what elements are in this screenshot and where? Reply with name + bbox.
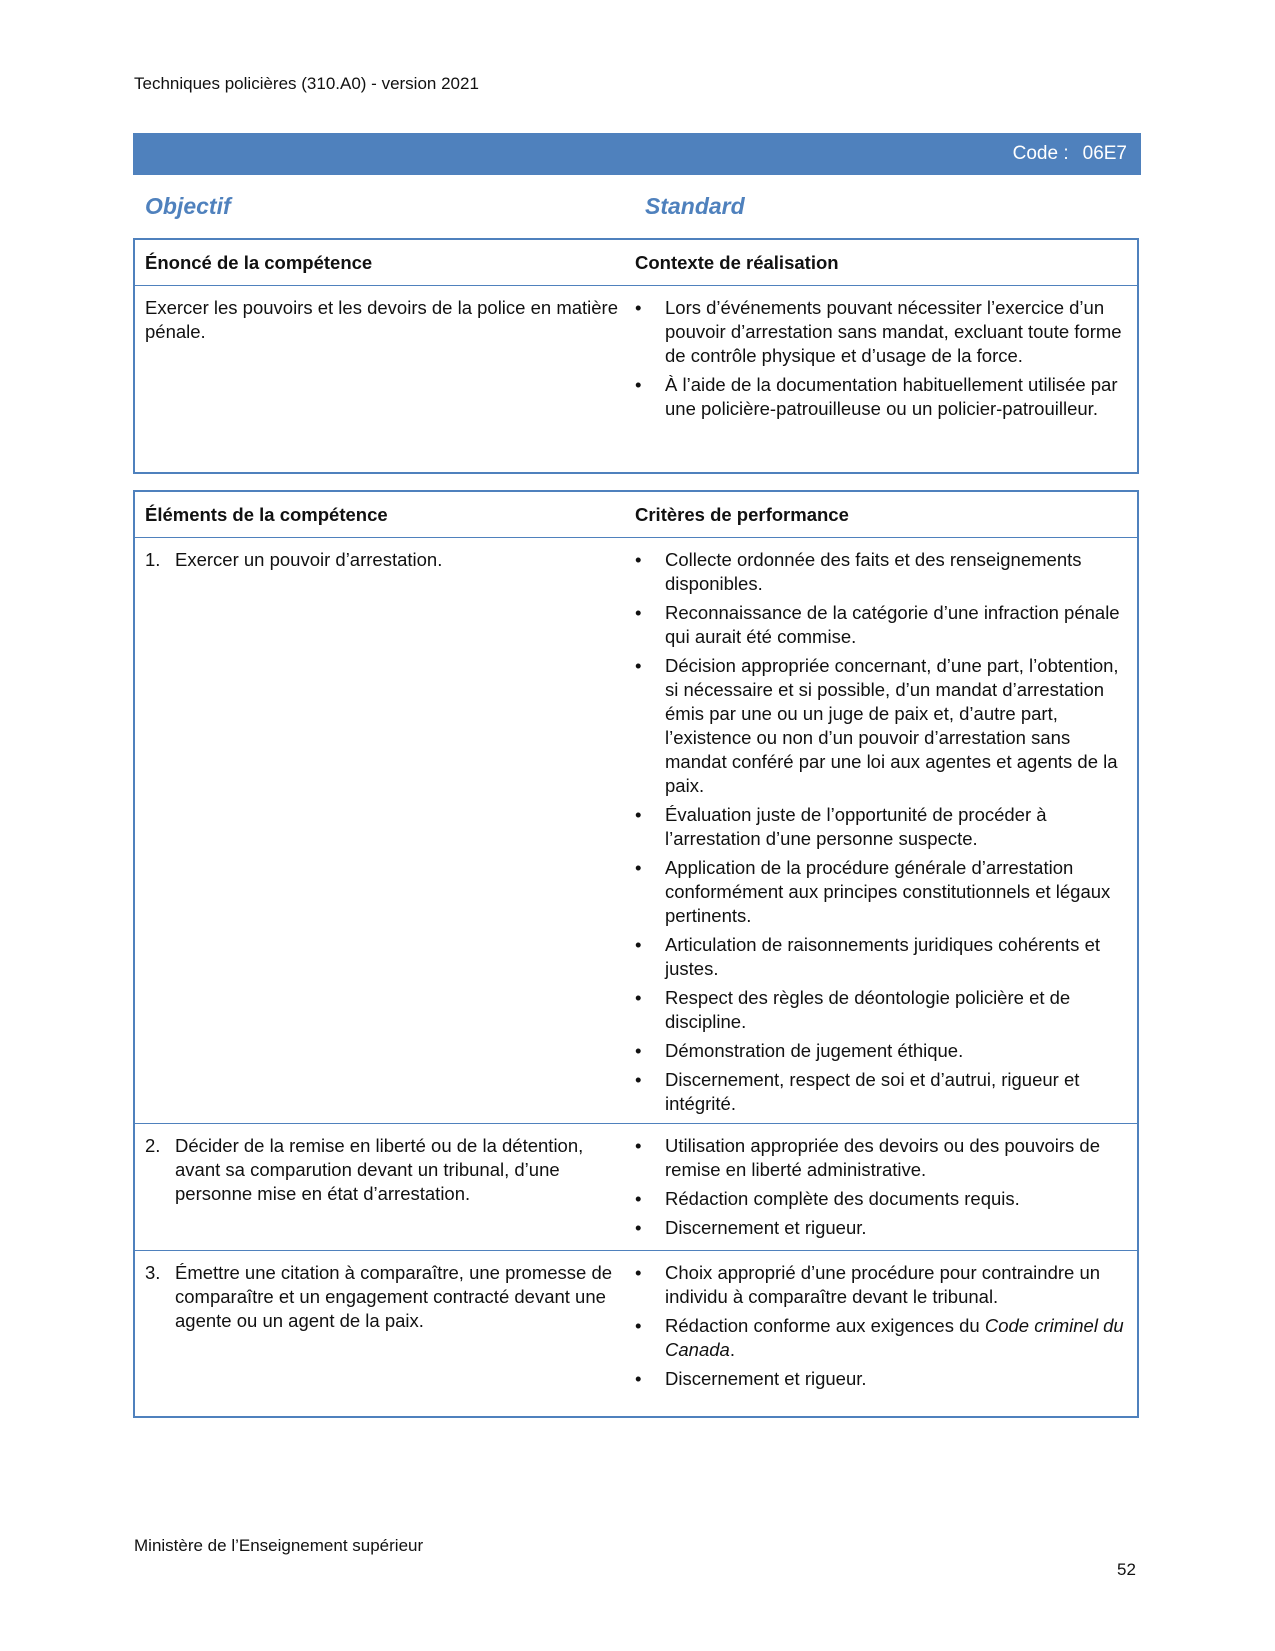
context-item: • Lors d’événements pouvant nécessiter l’exercice d’un pouvoir d’arrestation sans mandat, excluant toute forme de contrôle physique et d’usage de la force. (635, 296, 1127, 368)
page-number: 52 (1117, 1560, 1136, 1579)
criterion-item: • Application de la procédure générale d’arrestation conformément aux principes constitutionnels et légaux pertinents. (635, 856, 1127, 928)
element-number: 3. (145, 1262, 161, 1283)
objectif-heading: Objectif (145, 193, 231, 219)
criteria-list (635, 1261, 1127, 1391)
section1-header-row (135, 240, 1137, 285)
footer-ministry: Ministère de l’Enseignement supérieur (134, 1536, 424, 1555)
criterion-item: • Discernement et rigueur. (635, 1216, 1127, 1240)
element-row-2 (135, 1123, 1137, 1250)
criterion-item: • Démonstration de jugement éthique. (635, 1039, 1127, 1063)
element-number: 1. (145, 549, 161, 570)
statement-heading: Énoncé de la compétence (145, 251, 373, 273)
competence-elements-box (133, 490, 1139, 1418)
element-item (145, 1134, 625, 1206)
criterion-item: • Évaluation juste de l’opportunité de procéder à l’arrestation d’une personne suspecte. (635, 803, 1127, 851)
elements-heading: Éléments de la compétence (145, 503, 388, 525)
element-number: 2. (145, 1135, 161, 1156)
criterion-text-after: . (729, 1339, 735, 1360)
element-text: Émettre une citation à comparaître, une promesse de comparaître et un engagement contracté devant une agente ou un agent de la paix. (175, 1262, 613, 1331)
criterion-item: • Reconnaissance de la catégorie d’une infraction pénale qui aurait été commise. (635, 601, 1127, 649)
criterion-item: • Rédaction complète des documents requis. (635, 1187, 1127, 1211)
criterion-text-before: Rédaction conforme aux exigences du (665, 1315, 985, 1336)
criterion-item: • Choix approprié d’une procédure pour contraindre un individu à comparaître devant le tribunal. (635, 1261, 1127, 1309)
column-headings (145, 193, 1145, 223)
criterion-item: • Décision appropriée concernant, d’une part, l’obtention, si nécessaire et si possible, d’un mandat d’arrestation émis par une ou un juge de paix et, d’autre part, l’existence ou non d’un pouvoir d’arrestation sans mandat conféré par une loi aux agentes et agents de la paix. (635, 654, 1127, 798)
context-list (635, 296, 1127, 421)
criterion-item: • Collecte ordonnée des faits et des renseignements disponibles. (635, 548, 1127, 596)
criteria-heading: Critères de performance (635, 503, 849, 525)
element-row-1 (135, 537, 1137, 1123)
competence-statement-box (133, 238, 1139, 474)
section2-header-row (135, 492, 1137, 537)
section1-body-row (135, 285, 1137, 426)
element-text: Exercer un pouvoir d’arrestation. (175, 549, 443, 570)
code-bar (133, 133, 1141, 175)
criteria-list (635, 1134, 1127, 1240)
element-item (145, 1261, 625, 1333)
context-heading: Contexte de réalisation (635, 251, 839, 273)
criterion-item: • Respect des règles de déontologie policière et de discipline. (635, 986, 1127, 1034)
criteria-list (635, 548, 1127, 1116)
code-criminel-reference: Code criminel du Canada (665, 1315, 1124, 1360)
competence-statement: Exercer les pouvoirs et les devoirs de la police en matière pénale. (145, 297, 619, 342)
document-header: Techniques policières (310.A0) - version 2021 (134, 74, 479, 93)
standard-heading: Standard (645, 193, 745, 219)
element-row-3 (135, 1250, 1137, 1396)
criterion-item: • Discernement, respect de soi et d’autrui, rigueur et intégrité. (635, 1068, 1127, 1116)
criterion-item: • Utilisation appropriée des devoirs ou des pouvoirs de remise en liberté administrative. (635, 1134, 1127, 1182)
element-item (145, 548, 625, 572)
code-label: Code : (1012, 143, 1069, 164)
element-text: Décider de la remise en liberté ou de la détention, avant sa comparution devant un tribunal, d’une personne mise en état d’arrestation. (175, 1135, 584, 1204)
criterion-item: • Articulation de raisonnements juridiques cohérents et justes. (635, 933, 1127, 981)
criterion-item: • Discernement et rigueur. (635, 1367, 1127, 1391)
criterion-item (635, 1314, 1127, 1362)
code-value: 06E7 (1082, 143, 1127, 164)
context-item: • À l’aide de la documentation habituellement utilisée par une policière-patrouilleuse ou un policier-patrouilleur. (635, 373, 1127, 421)
